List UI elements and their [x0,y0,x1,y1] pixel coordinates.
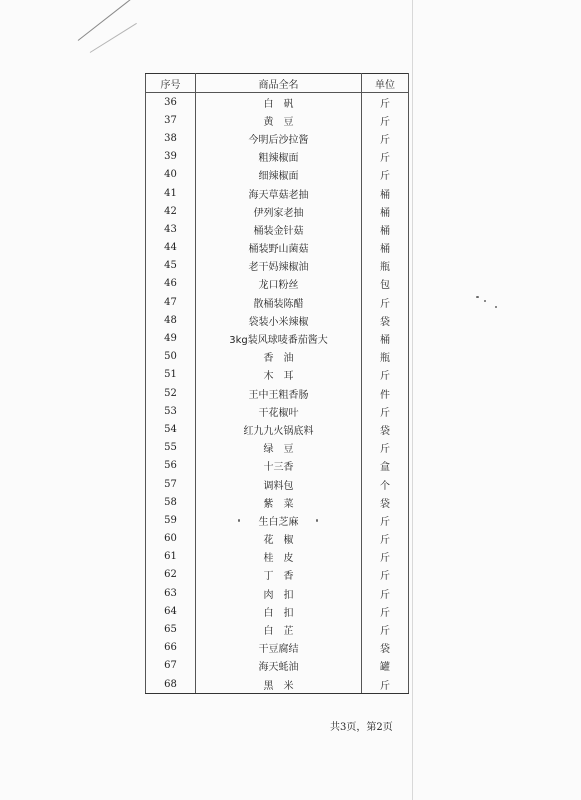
table-row [146,566,409,584]
cell-name: 肉 扣 [196,584,362,602]
table-row [146,111,409,129]
table-row [146,93,409,112]
cell-unit: 斤 [362,566,409,584]
cell-unit: 斤 [362,402,409,420]
cell-name: 紫 菜 [196,493,362,511]
table-row [146,348,409,366]
cell-no: 50 [146,348,196,366]
cell-unit: 斤 [362,293,409,311]
cell-unit: 斤 [362,439,409,457]
cell-unit: 瓶 [362,257,409,275]
cell-unit: 斤 [362,366,409,384]
table-row [146,457,409,475]
cell-no: 55 [146,439,196,457]
table-body [146,93,409,694]
cell-no: 64 [146,602,196,620]
cell-name: 桶装金针菇 [196,220,362,238]
cell-name: 伊列家老抽 [196,202,362,220]
cell-unit: 袋 [362,493,409,511]
cell-name: 十三香 [196,457,362,475]
cell-no: 67 [146,657,196,675]
cell-unit: 斤 [362,148,409,166]
cell-no: 45 [146,257,196,275]
column-header-name: 商品全名 [196,74,362,93]
cell-no: 54 [146,420,196,438]
cell-no: 61 [146,548,196,566]
cell-no: 39 [146,148,196,166]
cell-name: 粗辣椒面 [196,148,362,166]
cell-unit: 斤 [362,602,409,620]
cell-name: 干豆腐结 [196,639,362,657]
table-row [146,184,409,202]
cell-no: 43 [146,220,196,238]
cell-no: 49 [146,329,196,347]
cell-unit: 桶 [362,329,409,347]
table-row [146,493,409,511]
cell-name: 香 油 [196,348,362,366]
cell-unit: 斤 [362,530,409,548]
cell-name: 木 耳 [196,366,362,384]
column-header-no: 序号 [146,74,196,93]
cell-no: 56 [146,457,196,475]
table-header-row [146,74,409,93]
table-row [146,366,409,384]
table-row [146,439,409,457]
table-row [146,402,409,420]
table-row [146,311,409,329]
table-row [146,239,409,257]
cell-unit: 包 [362,275,409,293]
cell-no: 60 [146,530,196,548]
cell-unit: 罐 [362,657,409,675]
cell-unit: 袋 [362,420,409,438]
table-row [146,602,409,620]
cell-no: 53 [146,402,196,420]
cell-name: 散桶装陈醋 [196,293,362,311]
table-row [146,148,409,166]
table-row [146,548,409,566]
cell-name: 红九九火锅底料 [196,420,362,438]
page-number-footer: 共3页，第2页 [330,722,393,733]
cell-name: 白 扣 [196,602,362,620]
cell-name: 今明后沙拉酱 [196,129,362,147]
cell-name: 生白芝麻 [196,511,362,529]
cell-no: 58 [146,493,196,511]
cell-no: 40 [146,166,196,184]
cell-unit: 桶 [362,202,409,220]
cell-unit: 个 [362,475,409,493]
table-row [146,675,409,694]
cell-no: 57 [146,475,196,493]
cell-no: 48 [146,311,196,329]
cell-name: 海天蚝油 [196,657,362,675]
table-row [146,129,409,147]
column-header-unit: 单位 [362,74,409,93]
cell-name: 细辣椒面 [196,166,362,184]
cell-unit: 桶 [362,184,409,202]
table-row [146,620,409,638]
cell-name: 黑 米 [196,675,362,694]
goods-table [145,73,409,694]
cell-unit: 斤 [362,584,409,602]
cell-no: 38 [146,129,196,147]
cell-unit: 斤 [362,675,409,694]
cell-name: 白 芷 [196,620,362,638]
cell-no: 68 [146,675,196,694]
table-row [146,202,409,220]
table-row [146,166,409,184]
cell-name: 桶装野山菌菇 [196,239,362,257]
cell-no: 42 [146,202,196,220]
cell-no: 66 [146,639,196,657]
cell-no: 62 [146,566,196,584]
cell-unit: 斤 [362,166,409,184]
cell-unit: 斤 [362,93,409,112]
cell-no: 65 [146,620,196,638]
cell-no: 51 [146,366,196,384]
cell-unit: 袋 [362,639,409,657]
table-row [146,384,409,402]
cell-no: 47 [146,293,196,311]
cell-no: 41 [146,184,196,202]
cell-no: 46 [146,275,196,293]
cell-name: 桂 皮 [196,548,362,566]
table-row [146,257,409,275]
table-row [146,293,409,311]
cell-unit: 斤 [362,111,409,129]
cell-unit: 斤 [362,511,409,529]
table-row [146,220,409,238]
cell-name: 调料包 [196,475,362,493]
cell-name: 白 矾 [196,93,362,112]
corner-scan-mark [78,0,165,41]
cell-no: 59 [146,511,196,529]
scan-speck [495,306,497,308]
cell-no: 37 [146,111,196,129]
cell-no: 52 [146,384,196,402]
table-row [146,475,409,493]
cell-unit: 桶 [362,239,409,257]
cell-no: 36 [146,93,196,112]
cell-name: 黄 豆 [196,111,362,129]
cell-no: 63 [146,584,196,602]
cell-unit: 斤 [362,548,409,566]
cell-name: 干花椒叶 [196,402,362,420]
cell-unit: 盒 [362,457,409,475]
table-row [146,584,409,602]
cell-unit: 斤 [362,620,409,638]
cell-no: 44 [146,239,196,257]
cell-name: 龙口粉丝 [196,275,362,293]
table-row [146,329,409,347]
table-row [146,275,409,293]
table-row [146,657,409,675]
cell-unit: 袋 [362,311,409,329]
table-row [146,639,409,657]
cell-name: 花 椒 [196,530,362,548]
cell-name: 袋装小米辣椒 [196,311,362,329]
cell-unit: 斤 [362,129,409,147]
cell-name: 海天草菇老抽 [196,184,362,202]
page-edge-line [412,0,413,800]
table-row [146,530,409,548]
cell-unit: 瓶 [362,348,409,366]
cell-name: 王中王粗香肠 [196,384,362,402]
corner-scan-mark [90,23,137,53]
scan-speck [484,300,486,302]
cell-name: 绿 豆 [196,439,362,457]
table-row [146,420,409,438]
cell-name: 3kg装风球唛番茄酱大 [196,329,362,347]
cell-name: 丁 香 [196,566,362,584]
cell-unit: 件 [362,384,409,402]
table-row [146,511,409,529]
cell-unit: 桶 [362,220,409,238]
cell-name: 老干妈辣椒油 [196,257,362,275]
scan-speck [476,296,479,298]
